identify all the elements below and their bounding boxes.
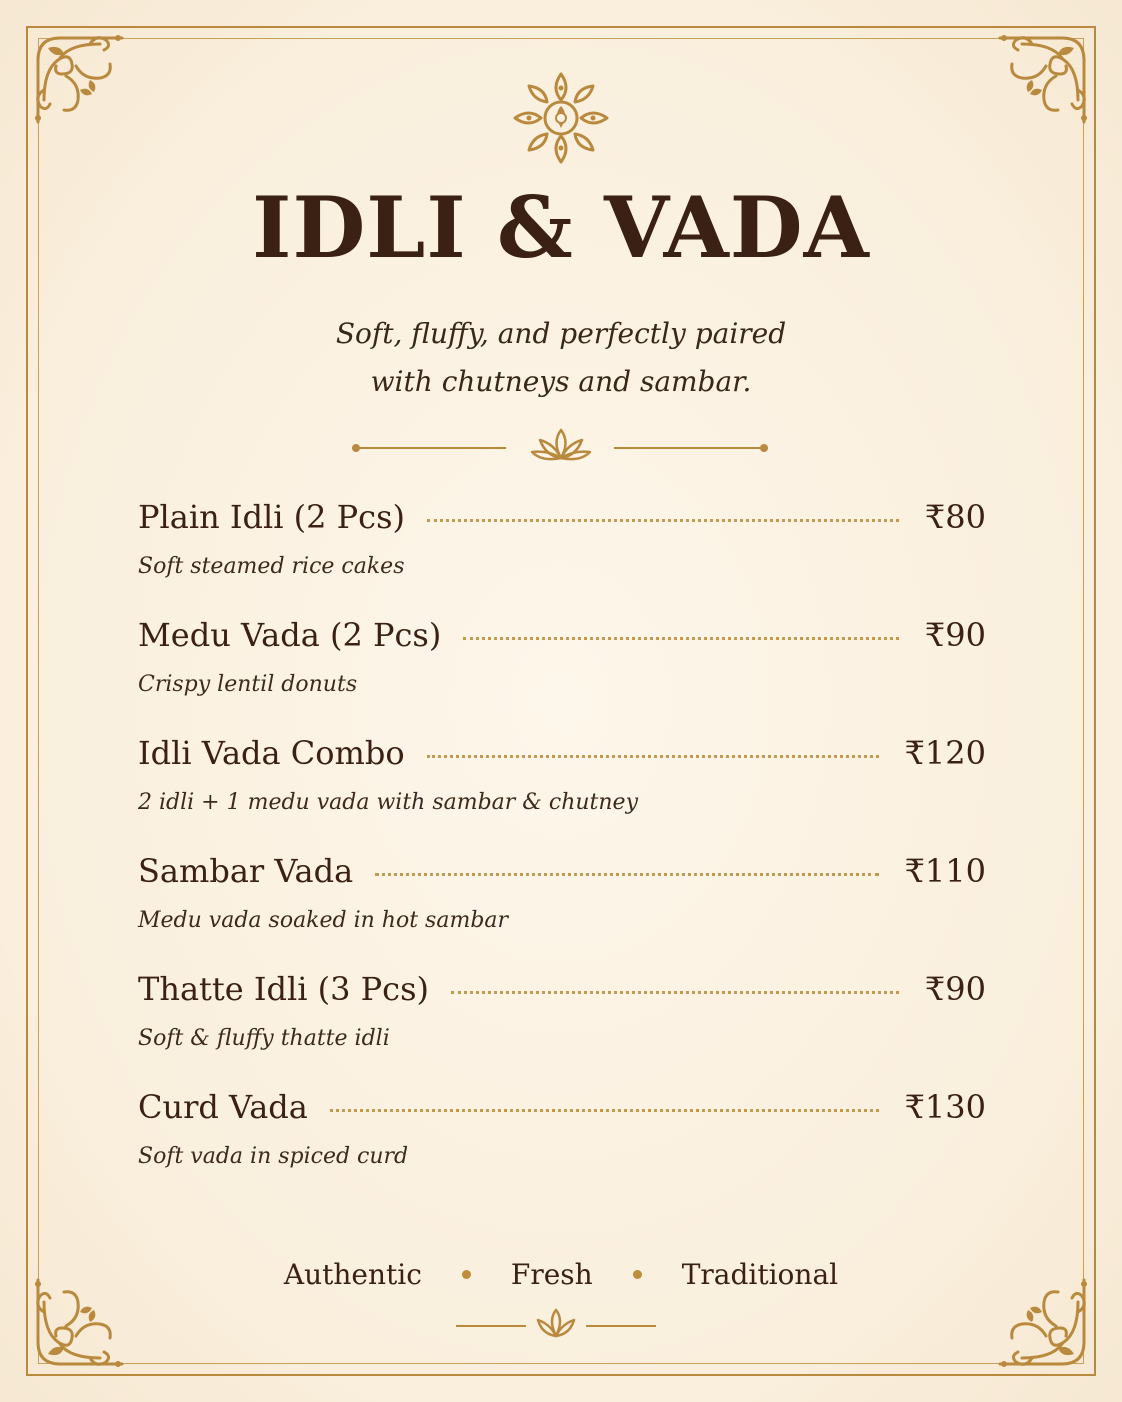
menu-item <box>138 616 986 734</box>
item-description: Medu vada soaked in hot sambar <box>138 908 509 933</box>
footer-word-traditional: Traditional <box>681 1258 839 1291</box>
footer-lotus-divider <box>456 1308 656 1342</box>
item-name: Sambar Vada <box>138 852 354 890</box>
menu-items-list <box>138 498 986 1206</box>
dotted-leader <box>463 637 899 640</box>
item-name: Idli Vada Combo <box>138 734 405 772</box>
item-description: Soft & fluffy thatte idli <box>138 1026 390 1051</box>
dotted-leader <box>427 755 879 758</box>
bullet-dot <box>462 1270 471 1279</box>
tagline-line-2: with chutneys and sambar. <box>370 365 752 398</box>
floral-corner-ornament-icon <box>30 30 130 130</box>
menu-item <box>138 734 986 852</box>
menu-tagline <box>0 310 1122 406</box>
menu-item <box>138 1088 986 1206</box>
item-description: Crispy lentil donuts <box>138 672 358 697</box>
footer-word-fresh: Fresh <box>510 1258 593 1291</box>
item-price: ₹80 <box>924 498 986 536</box>
item-name: Plain Idli (2 Pcs) <box>138 498 405 536</box>
dotted-leader <box>330 1109 879 1112</box>
item-price: ₹90 <box>924 970 986 1008</box>
item-name: Medu Vada (2 Pcs) <box>138 616 442 654</box>
dotted-leader <box>427 519 899 522</box>
item-description: Soft steamed rice cakes <box>138 554 405 579</box>
item-name: Thatte Idli (3 Pcs) <box>138 970 429 1008</box>
menu-title: IDLI & VADA <box>252 178 870 277</box>
mandala-flower-icon <box>511 70 611 166</box>
item-price: ₹130 <box>904 1088 986 1126</box>
lotus-divider <box>350 424 772 468</box>
menu-item <box>138 970 986 1088</box>
lotus-icon <box>538 1310 574 1336</box>
dotted-leader <box>375 873 878 876</box>
bullet-dot <box>633 1270 642 1279</box>
dotted-leader <box>451 991 899 994</box>
item-price: ₹90 <box>924 616 986 654</box>
item-description: 2 idli + 1 medu vada with sambar & chutney <box>138 790 638 815</box>
tagline-line-1: Soft, fluffy, and perfectly paired <box>335 317 787 350</box>
item-description: Soft vada in spiced curd <box>138 1144 409 1169</box>
footer-word-authentic: Authentic <box>283 1258 422 1291</box>
item-price: ₹120 <box>904 734 986 772</box>
footer-tagline <box>0 1258 1122 1291</box>
menu-item <box>138 498 986 616</box>
floral-corner-ornament-icon <box>992 30 1092 130</box>
menu-item <box>138 852 986 970</box>
item-name: Curd Vada <box>138 1088 308 1126</box>
lotus-icon <box>532 430 590 459</box>
item-price: ₹110 <box>904 852 986 890</box>
